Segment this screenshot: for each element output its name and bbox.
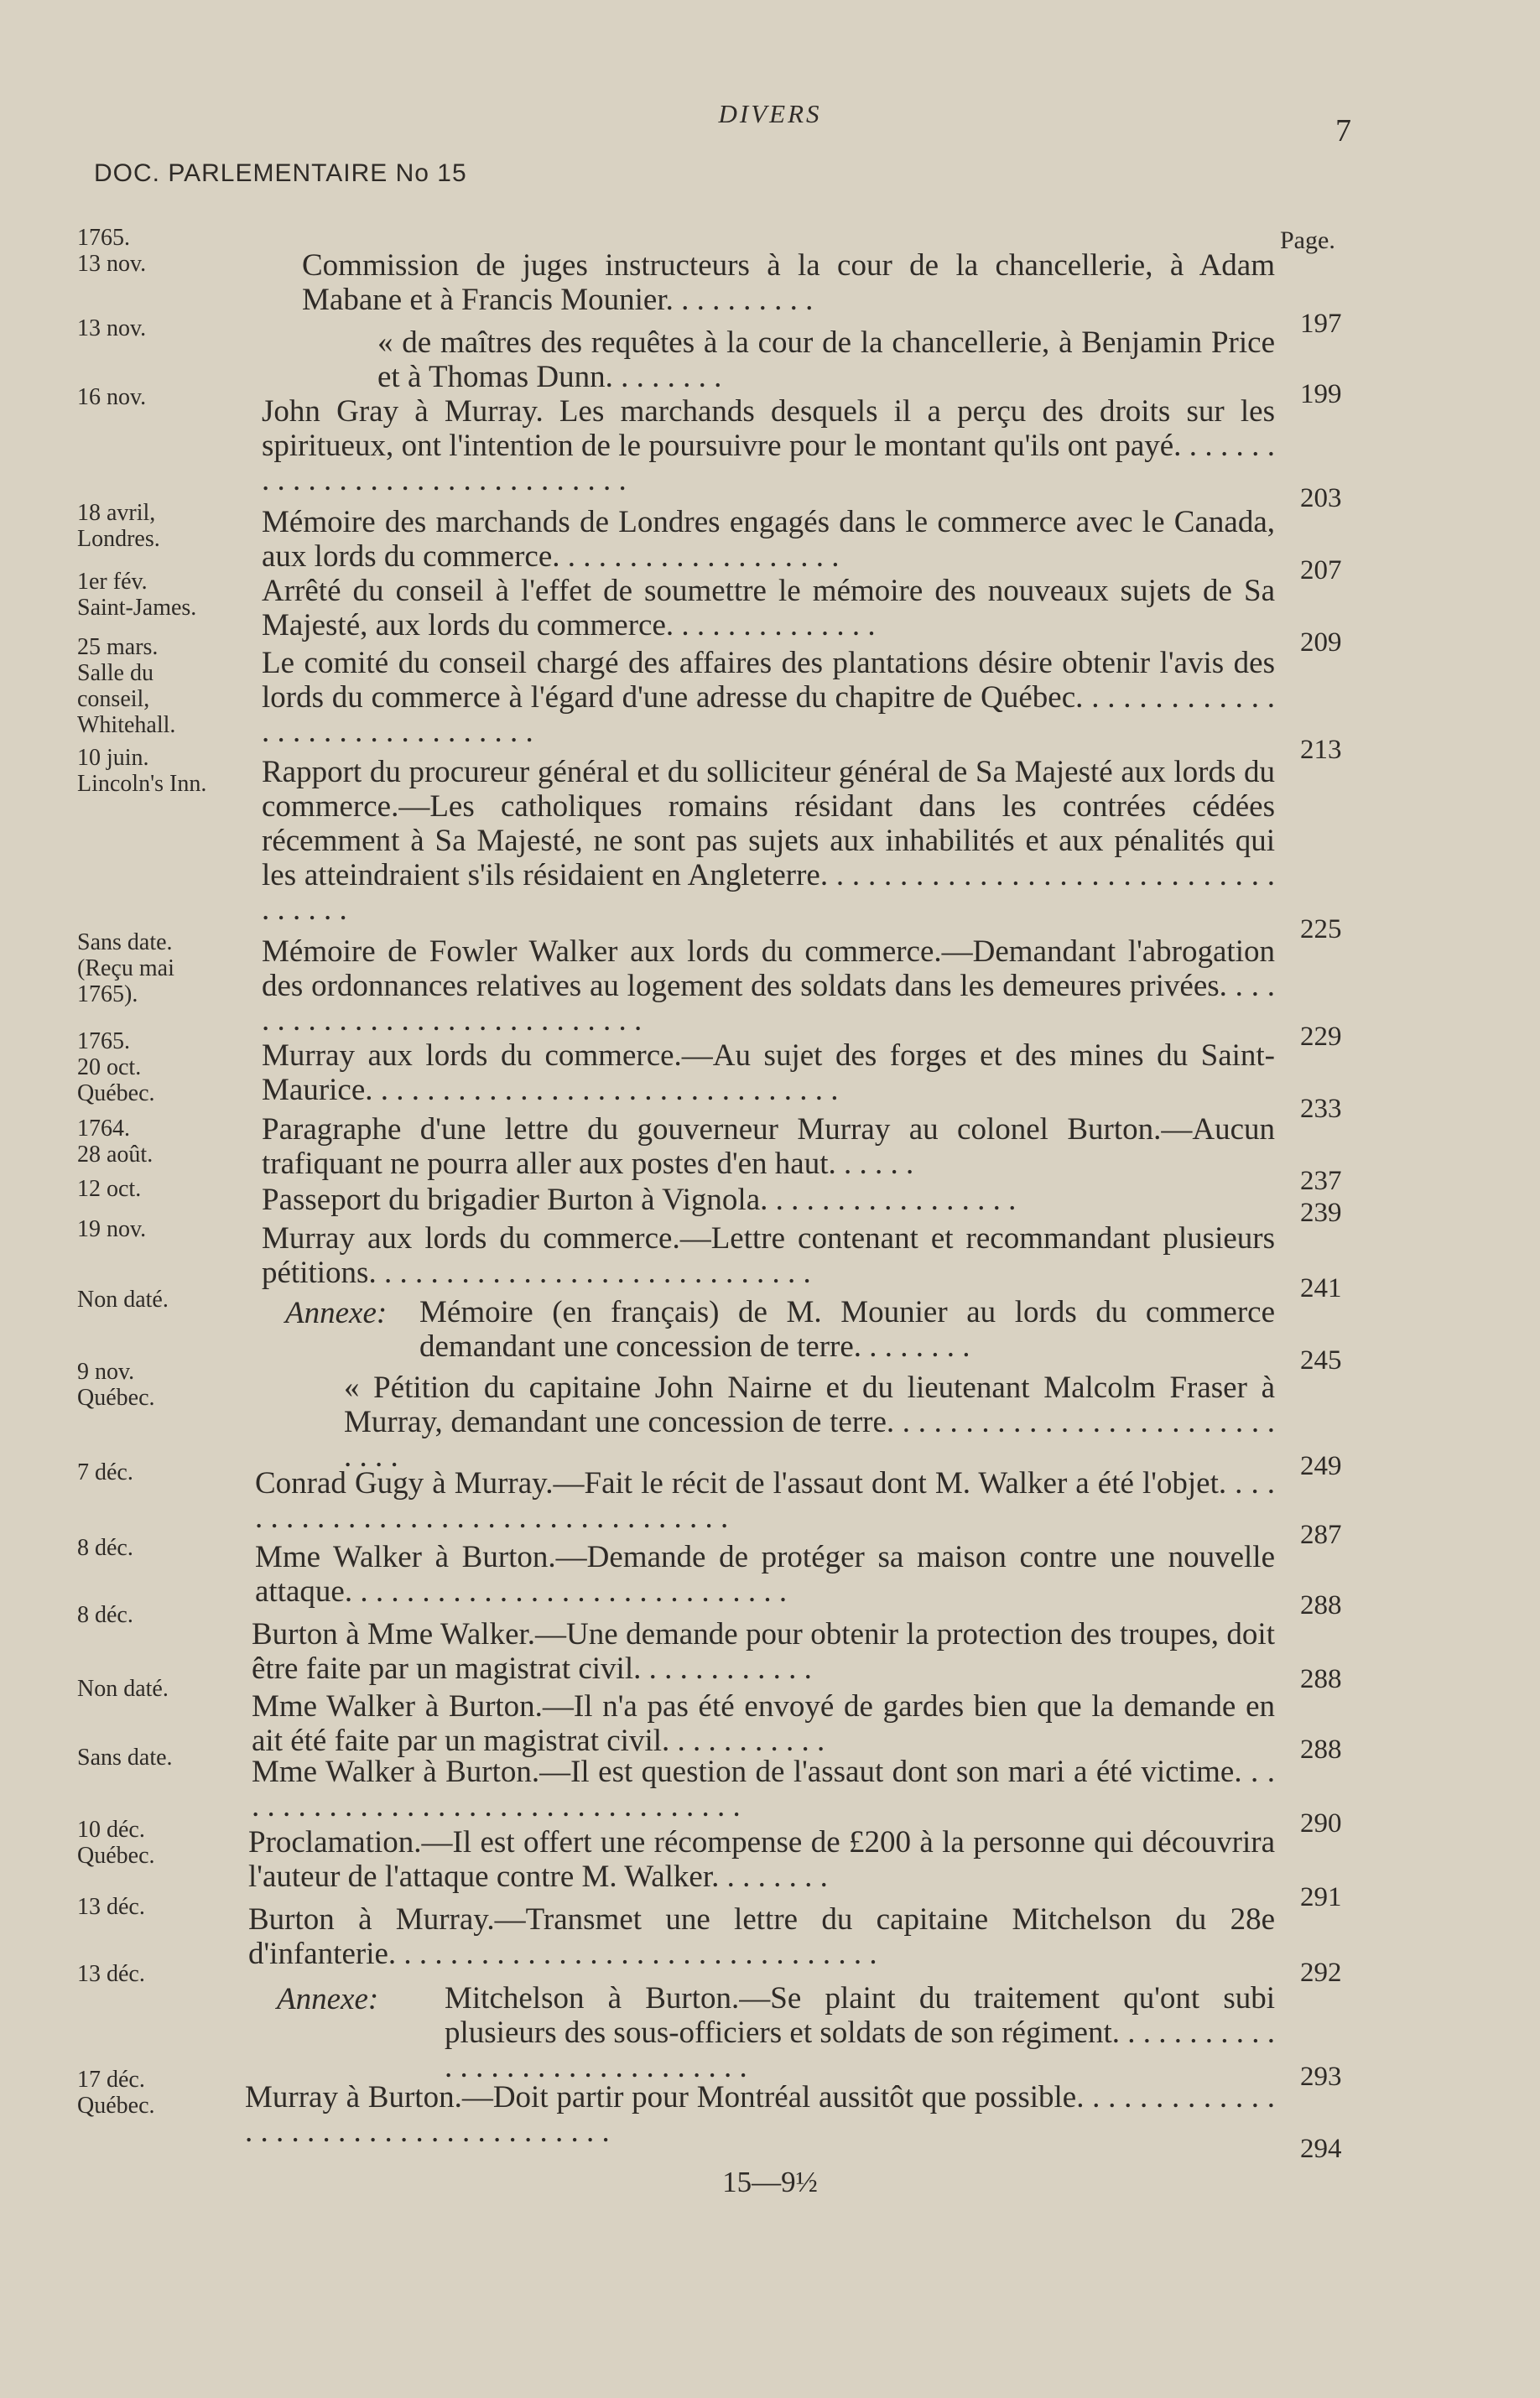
entry-text: Arrêté du conseil à l'effet de soumettre le mémoire des nouveaux sujets de Sa Majesté, aux lords du commerce. . . . . . . . . . . . . . (262, 574, 1275, 642)
entry-date: 1765. 13 nov. (77, 225, 147, 277)
entry-date: 13 nov. (77, 315, 147, 341)
entry-page: 229 (1300, 1022, 1342, 1052)
entry-date: 25 mars. Salle du conseil, Whitehall. (77, 634, 176, 738)
entry-date: Sans date. (77, 1745, 173, 1771)
entry-date: Sans date. (Reçu mai 1765). (77, 929, 174, 1007)
entry-page: 292 (1300, 1958, 1342, 1988)
entry-date: 1764. 28 août. (77, 1116, 153, 1168)
document-reference: DOC. PARLEMENTAIRE No 15 (94, 159, 467, 187)
entry-text: Proclamation.—Il est offert une récompense de £200 à la personne qui découvrira l'auteur de l'attaque contre M. Walker. . . . . . . . (248, 1825, 1275, 1894)
entry-date: Non daté. (77, 1676, 169, 1702)
entry-date: 17 déc. Québec. (77, 2067, 155, 2119)
entry-page: 288 (1300, 1735, 1342, 1765)
entry-page: 203 (1300, 483, 1342, 513)
entry-date: 9 nov. Québec. (77, 1359, 155, 1411)
entry-text: Commission de juges instructeurs à la cour de la chancellerie, à Adam Mabane et à Francis Mounier. . . . . . . . . . (302, 248, 1275, 317)
entry-text: Burton à Murray.—Transmet une lettre du capitaine Mitchelson du 28e d'infanterie. . . . . . . . . . . . . . . . . . . . . . . . . . . . . . . . (248, 1902, 1275, 1971)
entry-text: Mme Walker à Burton.—Il n'a pas été envoyé de gardes bien que la demande en ait été faite par un magistrat civil. . . . . . . . . . . (252, 1689, 1275, 1758)
page-column-label: Page. (1280, 226, 1335, 254)
entry-page: 207 (1300, 555, 1342, 585)
entry-page: 288 (1300, 1590, 1342, 1620)
entry-text: Le comité du conseil chargé des affaires des plantations désire obtenir l'avis des lords du commerce à l'égard d'une adresse du chapitre de Québec. . . . . . . . . . . . . . . . . . . . . . . . . . . . . . . (262, 646, 1275, 749)
entry-text: Mémoire des marchands de Londres engagés dans le commerce avec le Canada, aux lords du commerce. . . . . . . . . . . . . . . . . . . (262, 505, 1275, 574)
entry-page: 291 (1300, 1882, 1342, 1912)
entry-page: 213 (1300, 735, 1342, 765)
entry-page: 287 (1300, 1520, 1342, 1550)
entry-page: 225 (1300, 914, 1342, 944)
entry-date: 10 juin. Lincoln's Inn. (77, 745, 207, 797)
entry-date: 19 nov. (77, 1216, 147, 1242)
entry-page: 294 (1300, 2134, 1342, 2164)
entry-date: 8 déc. (77, 1535, 133, 1561)
entry-page: 293 (1300, 2062, 1342, 2092)
entry-text: Mme Walker à Burton.—Demande de protéger sa maison contre une nouvelle attaque. . . . . . . . . . . . . . . . . . . . . . . . . . . . . (255, 1540, 1275, 1609)
entry-date: 13 déc. (77, 1894, 145, 1920)
entry-text: Mitchelson à Burton.—Se plaint du traitement qu'ont subi plusieurs des sous-officiers et soldats de son régiment. . . . . . . . . . . . . . . . . . . . . . . . . . . . . . . (445, 1981, 1275, 2084)
entry-date: 8 déc. (77, 1602, 133, 1628)
entry-date: 13 déc. (77, 1961, 145, 1987)
entry-text: Passeport du brigadier Burton à Vignola. . . . . . . . . . . . . . . . . (262, 1183, 1017, 1217)
entry-date: 12 oct. (77, 1176, 142, 1202)
entry-page: 199 (1300, 379, 1342, 409)
entry-text: Mémoire de Fowler Walker aux lords du commerce.—Demandant l'abrogation des ordonnances relatives au logement des soldats dans les demeures privées. . . . . . . . . . . . . . . . . . . . . . . . . . . . . (262, 934, 1275, 1038)
annex-label: Annexe: (277, 1982, 379, 2016)
entry-page: 239 (1300, 1198, 1342, 1228)
entry-text: John Gray à Murray. Les marchands desquels il a perçu des droits sur les spiritueux, ont l'intention de le poursuivre pour le montant qu'ils ont payé. . . . . . . . . . . . . . . . . . . . . . . . . . . . . . . (262, 394, 1275, 497)
entry-page: 237 (1300, 1166, 1342, 1196)
entry-page: 290 (1300, 1808, 1342, 1839)
entry-date: 10 déc. Québec. (77, 1817, 155, 1869)
signature-mark: 15—9½ (722, 2166, 818, 2198)
entry-date: Non daté. (77, 1287, 169, 1313)
entry-date: 7 déc. (77, 1459, 133, 1485)
entry-page: 233 (1300, 1094, 1342, 1124)
entry-date: 16 nov. (77, 384, 147, 410)
running-head: DIVERS (718, 99, 822, 128)
entry-text: « Pétition du capitaine John Nairne et du lieutenant Malcolm Fraser à Murray, demandant une concession de terre. . . . . . . . . . . . . . . . . . . . . . . . . . . . . (344, 1371, 1275, 1474)
entry-text: Murray aux lords du commerce.—Lettre contenant et recommandant plusieurs pétitions. . . . . . . . . . . . . . . . . . . . . . . . . . . . . (262, 1221, 1275, 1290)
entry-page: 197 (1300, 309, 1342, 339)
entry-text: Mme Walker à Burton.—Il est question de l'assaut dont son mari a été victime. . . . . . . . . . . . . . . . . . . . . . . . . . . . . . . . . . . (252, 1755, 1275, 1823)
page-number: 7 (1335, 113, 1351, 148)
entry-page: 209 (1300, 627, 1342, 658)
entry-date: 1765. 20 oct. Québec. (77, 1028, 155, 1106)
entry-text: Paragraphe d'une lettre du gouverneur Murray au colonel Burton.—Aucun trafiquant ne pourra aller aux postes d'en haut. . . . . . (262, 1112, 1275, 1181)
entry-text: Burton à Mme Walker.—Une demande pour obtenir la protection des troupes, doit être faite par un magistrat civil. . . . . . . . . . . . (252, 1617, 1275, 1686)
entry-text: Mémoire (en français) de M. Mounier au lords du commerce demandant une concession de terre. . . . . . . . (419, 1295, 1275, 1364)
entry-text: Conrad Gugy à Murray.—Fait le récit de l'assaut dont M. Walker a été l'objet. . . . . . . . . . . . . . . . . . . . . . . . . . . . . . . . . . . (255, 1466, 1275, 1535)
entry-text: Murray à Burton.—Doit partir pour Montréal aussitôt que possible. . . . . . . . . . . . . . . . . . . . . . . . . . . . . . . . . . . . . (245, 2080, 1275, 2149)
entry-page: 249 (1300, 1451, 1342, 1481)
entry-text: Rapport du procureur général et du solliciteur général de Sa Majesté aux lords du commerce.—Les catholiques romains résidant dans les contrées cédées récemment à Sa Majesté, ne sont pas sujets aux inhabilités et aux pénalités qui les atteindraient s'ils résidaient en Angleterre. . . . . . . . . . . . . . . . . . . . . . . . . . . . . . . . . . . (262, 755, 1275, 927)
entry-page: 241 (1300, 1273, 1342, 1303)
annex-label: Annexe: (285, 1296, 388, 1330)
entry-text: « de maîtres des requêtes à la cour de la chancellerie, à Benjamin Price et à Thomas Dunn. . . . . . . . (377, 325, 1275, 394)
entry-page: 245 (1300, 1345, 1342, 1376)
entry-date: 1er fév. Saint-James. (77, 569, 197, 621)
entry-page: 288 (1300, 1664, 1342, 1694)
entry-text: Murray aux lords du commerce.—Au sujet des forges et des mines du Saint-Maurice. . . . . . . . . . . . . . . . . . . . . . . . . . . . . . . (262, 1038, 1275, 1107)
entry-date: 18 avril, Londres. (77, 500, 160, 552)
